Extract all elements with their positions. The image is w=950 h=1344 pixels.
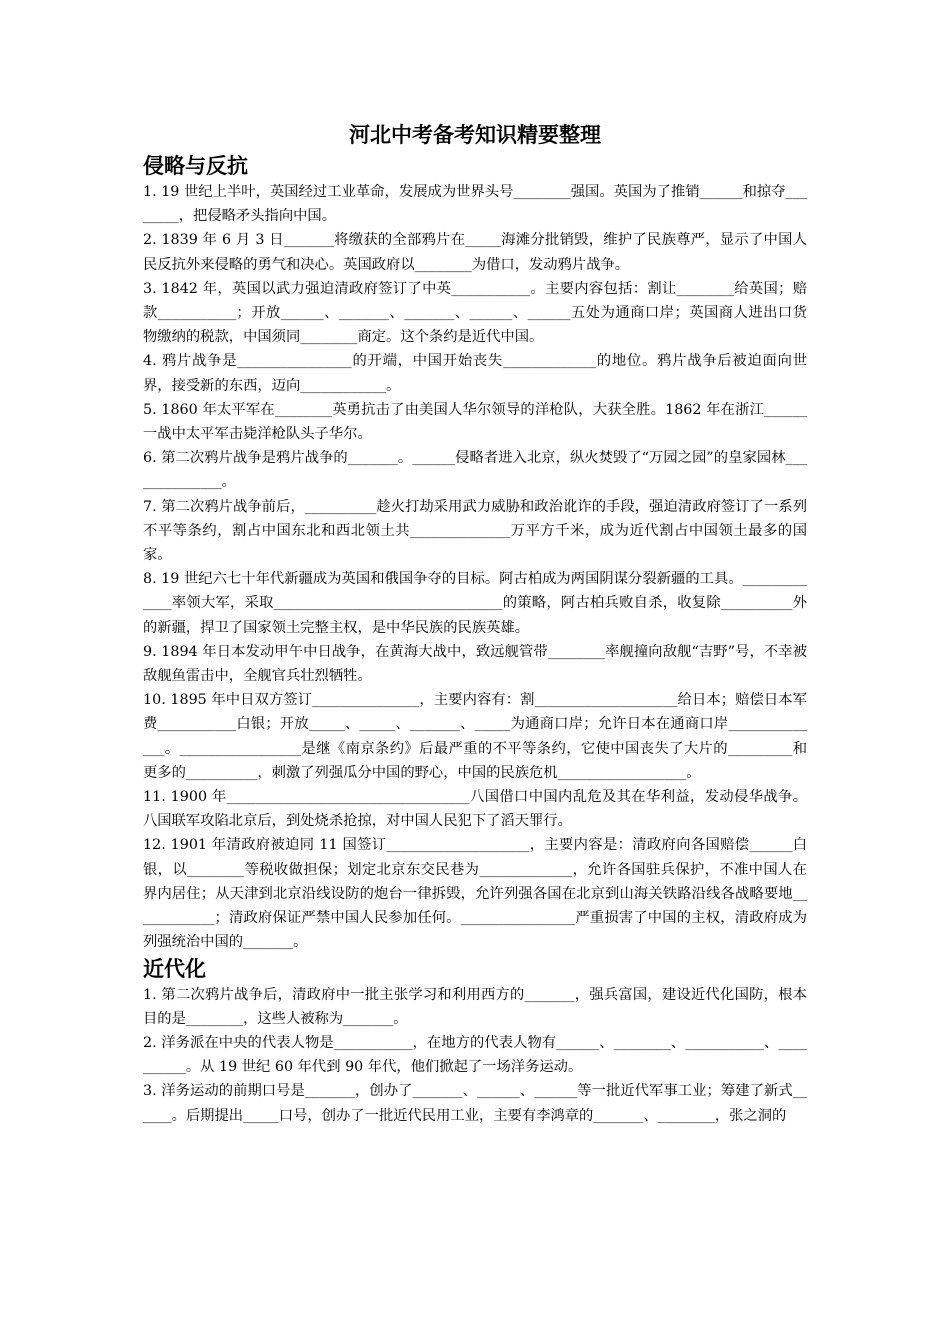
document-title: 河北中考备考知识精要整理 bbox=[349, 122, 601, 147]
question-item: 3. 1842 年，英国以武力强迫清政府签订了中英___________。主要内容包括：割让________给英国；赔款___________；开放______、_______、_______、______、______五处为通商口岸；英国商人进出口货物缴纳的税款，中国须同________商定。这个条约是近代中国。 bbox=[143, 280, 807, 346]
question-item: 10. 1895 年中日双方签订_______________，主要内容有：割____________________给日本；赔偿日本军费___________白银；开放_____、_____、_______、_____为通商口岸；允许日本在通商口岸______________。_________________是继《南京条约》后最严重的不平等条约，它使中国丧失了大片的_________和更多的__________，刺激了列强瓜分中国的野心，中国的民族危机__________________。 bbox=[143, 692, 807, 781]
document-page bbox=[143, 120, 807, 1128]
question-item: 3. 洋务运动的前期口号是_______，创办了_______、______、______等一批近代军事工业；筹建了新式______。后期提出_____口号，创办了一批近代民用工业，主要有李鸿章的_______、________，张之洞的 bbox=[143, 1083, 807, 1124]
question-item: 9. 1894 年日本发动甲午中日战争，在黄海大战中，致远舰管带________率舰撞向敌舰“吉野”号，不幸被敌舰鱼雷击中，全舰官兵壮烈牺牲。 bbox=[143, 643, 807, 685]
question-item: 2. 1839 年 6 月 3 日_______将缴获的全部鸦片在_____海滩分批销毁，维护了民族尊严，显示了中国人民反抗外来侵略的勇气和决心。英国政府以________为借口，发动鸦片战争。 bbox=[143, 232, 807, 273]
question-item: 12. 1901 年清政府被迫同 11 国签订____________________，主要内容是：清政府向各国赔偿______白银，以________等税收做担保；划定北京东交民巷为_____________，允许各国驻兵保护，不准中国人在界内居住；从天津到北京沿线设防的炮台一律拆毁，允许列强各国在北京到山海关铁路沿线各战略要地____________；清政府保证严禁中国人民参加任何。________________严重损害了中国的主权，清政府成为列强统治中国的_______。 bbox=[143, 837, 807, 951]
question-item: 1. 19 世纪上半叶，英国经过工业革命，发展成为世界头号________强国。英国为了推销______和掠夺________，把侵略矛头指向中国。 bbox=[143, 184, 807, 225]
question-item: 1. 第二次鸦片战争后，清政府中一批主张学习和利用西方的_______，强兵富国，建设近代化国防，根本目的是________，这些人被称为_______。 bbox=[143, 986, 807, 1027]
section-heading-invasion-resistance: 侵略与反抗 bbox=[143, 153, 248, 178]
question-item: 6. 第二次鸦片战争是鸦片战争的_______。______侵略者进入北京，纵火焚毁了“万园之园”的皇家园林______________。 bbox=[143, 450, 807, 491]
question-item: 7. 第二次鸦片战争前后，__________趁火打劫采用武力威胁和政治讹诈的手段，强迫清政府签订了一系列不平等条约，割占中国东北和西北领土共______________万平方千米，成为近代割占中国领土最多的国家。 bbox=[143, 498, 807, 564]
question-item: 5. 1860 年太平军在________英勇抗击了由美国人华尔领导的洋枪队，大获全胜。1862 年在浙江______一战中太平军击毙洋枪队头子华尔。 bbox=[143, 401, 807, 443]
question-item: 11. 1900 年__________________________________八国借口中国内乱危及其在华利益，发动侵华战争。八国联军攻陷北京后，到处烧杀抢掠，对中国人民犯下了滔天罪行。 bbox=[143, 789, 807, 830]
question-item: 8. 19 世纪六七十年代新疆成为英国和俄国争夺的目标。阿古柏成为两国阴谋分裂新疆的工具。_____________率领大军，采取________________________________的策略，阿古柏兵败自杀，收复除__________外的新疆，捍卫了国家领土完整主权，是中华民族的民族英雄。 bbox=[143, 571, 807, 636]
question-item: 2. 洋务派在中央的代表人物是___________，在地方的代表人物有______、________、___________、__________。从 19 世纪 60 年代到 90 年代，他们掀起了一场洋务运动。 bbox=[143, 1034, 807, 1076]
question-item: 4. 鸦片战争是________________的开端，中国开始丧失_____________的地位。鸦片战争后被迫面向世界，接受新的东西，迈向____________。 bbox=[143, 353, 807, 394]
section-heading-modernization: 近代化 bbox=[143, 955, 206, 981]
